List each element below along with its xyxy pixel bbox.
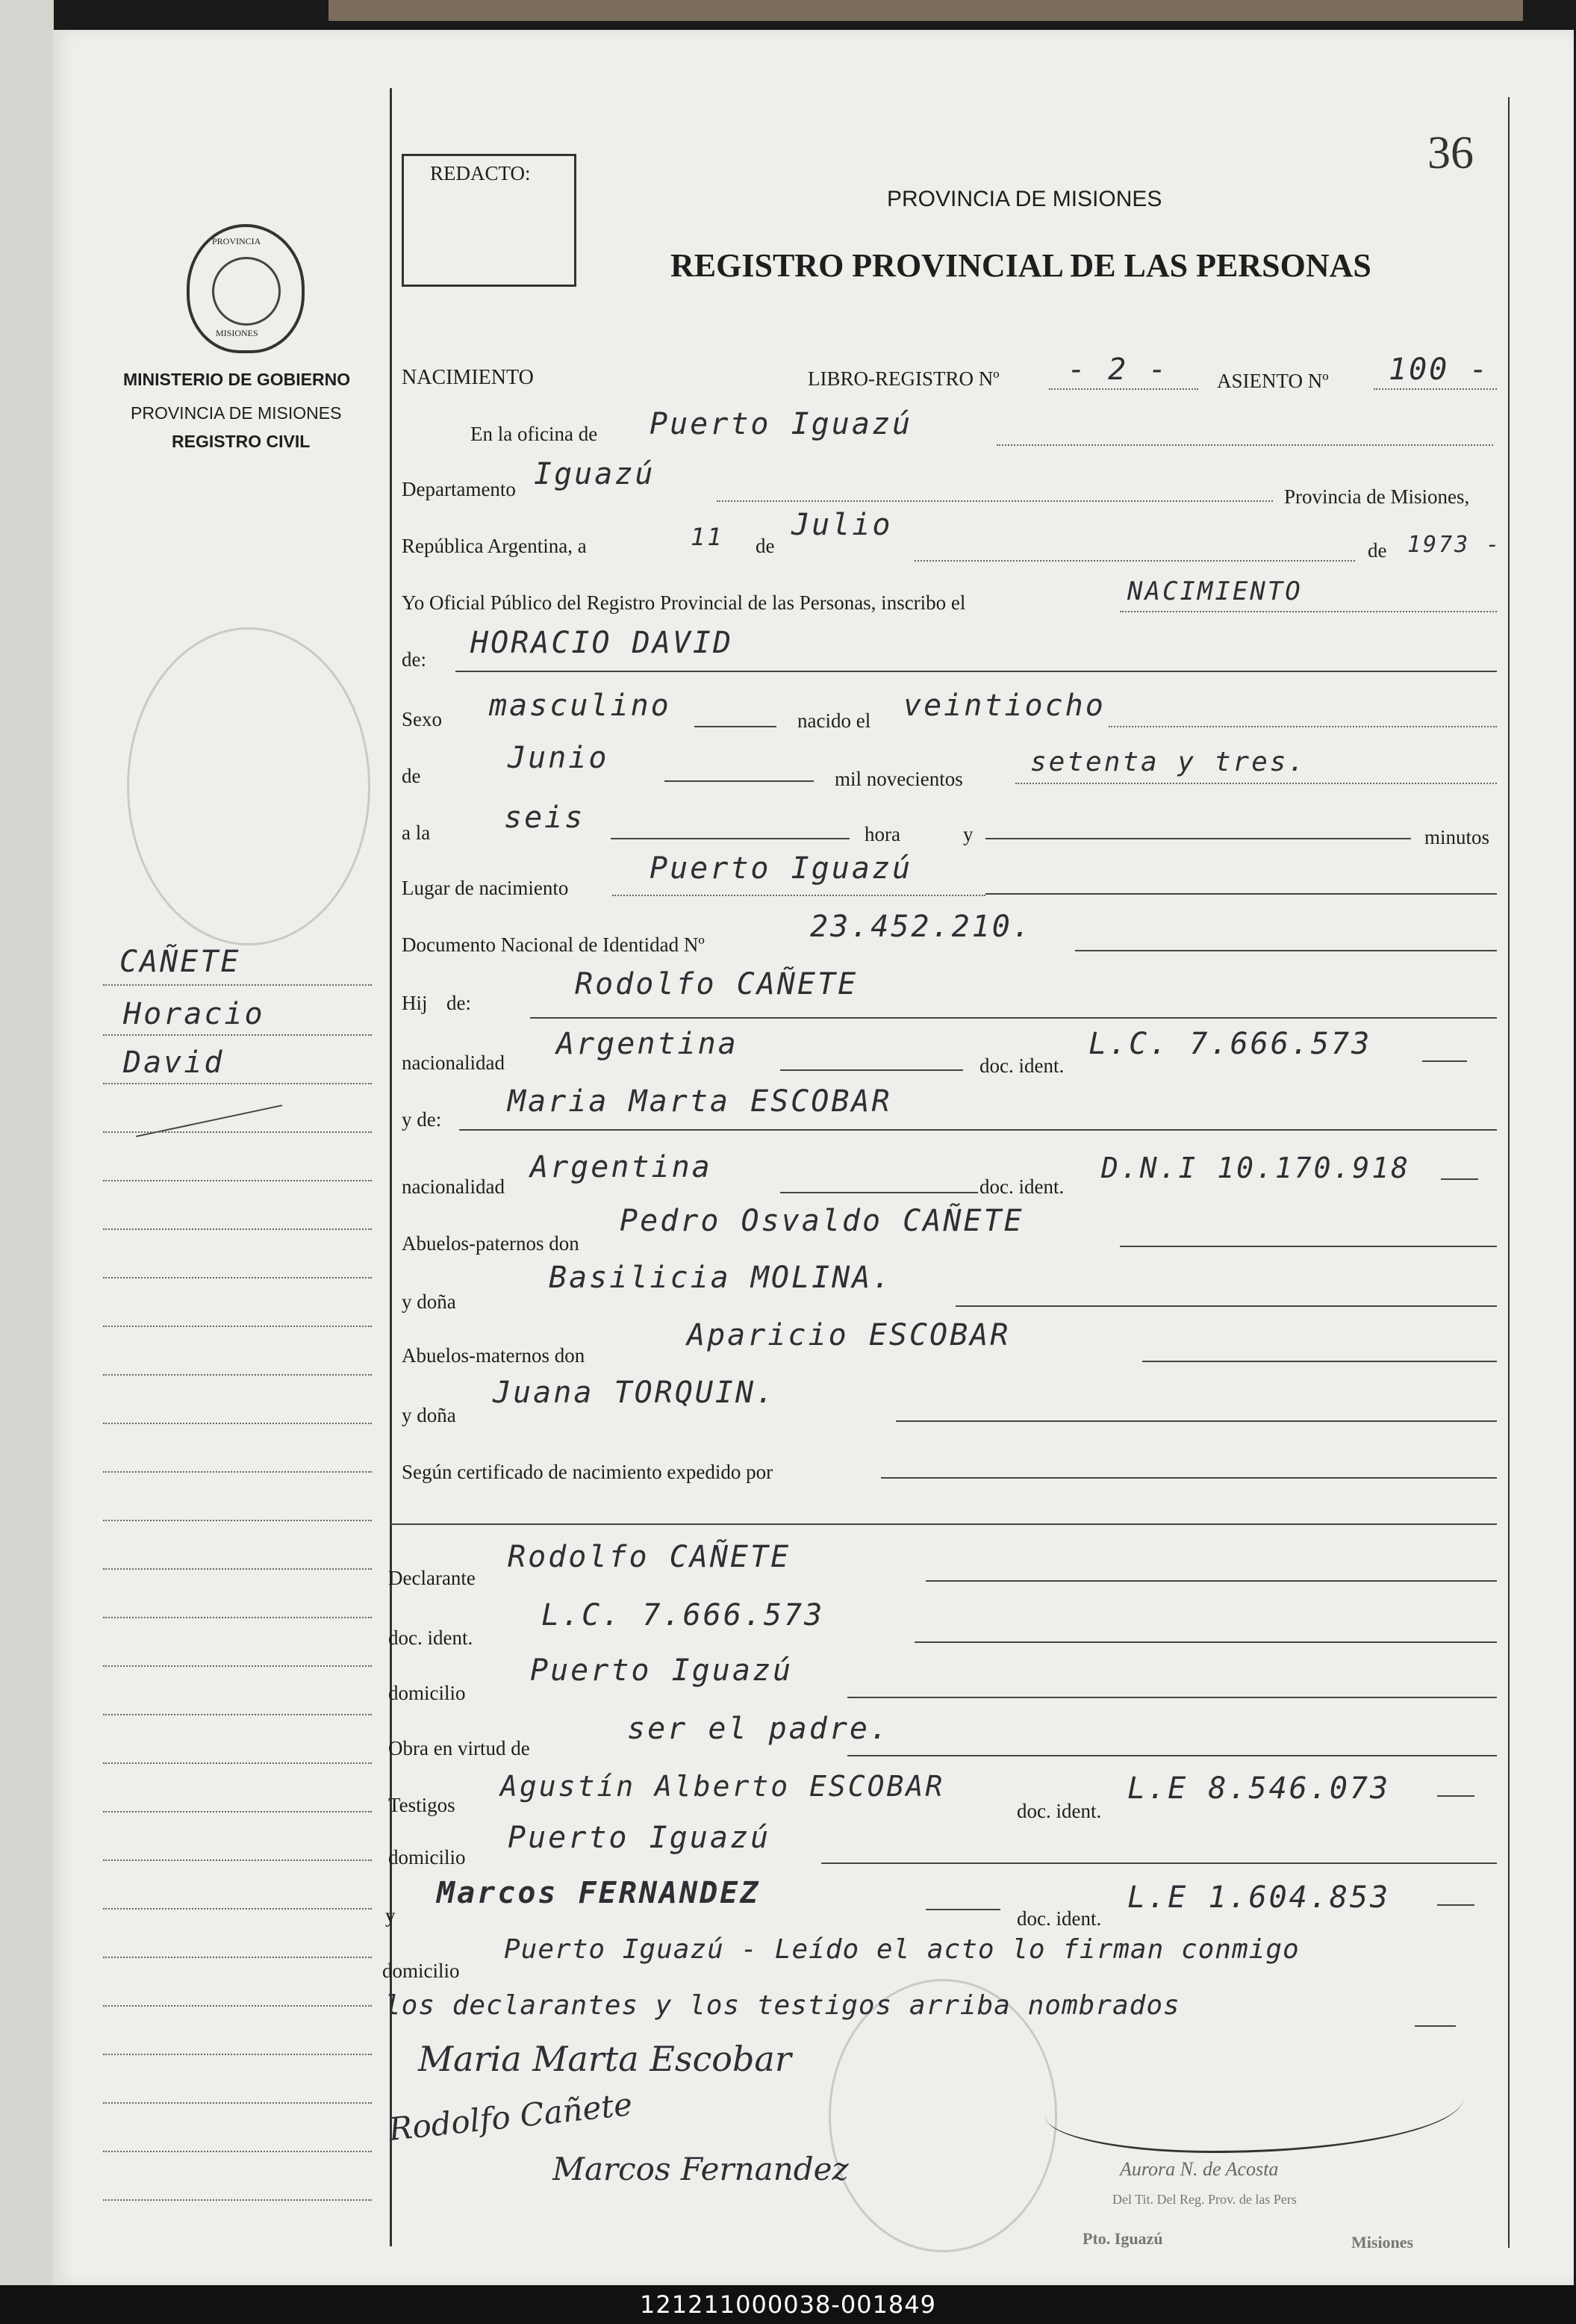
dni-value: 23.452.210. — [810, 910, 1033, 944]
lugar-label: Lugar de nacimiento — [402, 877, 569, 899]
asiento-label: ASIENTO Nº — [1217, 370, 1329, 392]
acto-value: NACIMIENTO — [1127, 577, 1303, 606]
margin-line — [103, 2005, 372, 2007]
dia-value: 11 — [691, 523, 724, 551]
testigo2-value: Marcos FERNANDEZ — [437, 1876, 761, 1910]
ministry-province: PROVINCIA DE MISIONES — [131, 403, 342, 423]
section-divider — [390, 1523, 1497, 1525]
seal-text-bottom: MISIONES — [216, 328, 258, 338]
dni-line — [1075, 950, 1497, 951]
obra-value: ser el padre. — [627, 1712, 891, 1746]
minutos-line — [985, 838, 1411, 839]
stamp-official-name: Aurora N. de Acosta — [1120, 2158, 1279, 2180]
lugar-line-a — [612, 895, 985, 896]
testigo1-value: Agustín Alberto ESCOBAR — [500, 1770, 945, 1803]
abuela-pat-line — [956, 1305, 1497, 1307]
oficina-line — [997, 444, 1493, 446]
hijo-de-label: de: — [446, 992, 471, 1014]
obra-label: Obra en virtud de — [388, 1737, 530, 1759]
domicilio-declarante-value: Puerto Iguazú — [530, 1653, 794, 1688]
domicilio-declarante-line — [847, 1697, 1497, 1698]
nac-padre-value: Argentina — [556, 1027, 738, 1061]
doc-declarante-value: L.C. 7.666.573 — [541, 1598, 825, 1632]
domicilio-testigo1-line — [821, 1862, 1497, 1864]
registry-heading: REGISTRO PROVINCIAL DE LAS PERSONAS — [670, 247, 1371, 284]
domicilio-testigo1-value: Puerto Iguazú — [508, 1821, 771, 1855]
domicilio-testigo2-value: Puerto Iguazú - Leído el acto lo firman conmigo — [504, 1934, 1300, 1965]
de-label: de — [756, 535, 775, 557]
mes-nac-line — [664, 780, 814, 782]
de-name-label: de: — [402, 648, 426, 671]
abuelo-mat-line — [1142, 1361, 1497, 1362]
continuacion-dash — [1415, 2025, 1456, 2027]
asiento-value: 100 - — [1389, 352, 1490, 387]
libro-line — [1049, 388, 1198, 390]
anio-de-label: de — [1368, 539, 1387, 562]
stamp-official-title: Del Tit. Del Reg. Prov. de las Pers — [1112, 2192, 1297, 2207]
doc-testigo2-label: doc. ident. — [1017, 1907, 1102, 1930]
faded-stamp-left — [127, 627, 370, 945]
lugar-value: Puerto Iguazú — [650, 851, 913, 886]
mil-label: mil novecientos — [835, 768, 963, 790]
abuela-mat-label: y doña — [402, 1404, 456, 1426]
signature-father: Rodolfo Cañete — [387, 2086, 635, 2148]
nac-madre-label: nacionalidad — [402, 1175, 505, 1198]
margin-line — [103, 1957, 372, 1958]
margin-note-surname: CAÑETE — [119, 945, 241, 979]
doc-testigo1-value: L.E 8.546.073 — [1127, 1771, 1391, 1806]
signature-mother: Maria Marta Escobar — [418, 2039, 791, 2079]
sexo-label: Sexo — [402, 708, 442, 730]
redacto-box — [402, 154, 576, 287]
segun-line — [881, 1477, 1497, 1479]
padre-value: Rodolfo CAÑETE — [575, 967, 859, 1001]
domicilio-testigo2-label: domicilio — [382, 1960, 460, 1982]
margin-line — [103, 1228, 372, 1230]
mes-nac-value: Junio — [508, 741, 609, 775]
libro-value: - 2 - — [1068, 352, 1169, 387]
doc-padre-dash — [1422, 1060, 1467, 1062]
sexo-line — [694, 726, 776, 727]
doc-declarante-label: doc. ident. — [388, 1627, 473, 1649]
margin-line — [103, 1762, 372, 1764]
page-number: 36 — [1427, 128, 1474, 178]
acto-line — [1120, 611, 1497, 612]
stamp-city: Pto. Iguazú — [1083, 2229, 1163, 2248]
obra-line — [847, 1755, 1497, 1756]
madre-value: Maria Marta ESCOBAR — [508, 1084, 892, 1119]
margin-line — [103, 2199, 372, 2201]
abuela-mat-line — [896, 1420, 1497, 1422]
segun-label: Según certificado de nacimiento expedido por — [402, 1461, 773, 1483]
margin-line — [103, 1180, 372, 1181]
republica-label: República Argentina, a — [402, 535, 587, 557]
margin-line — [103, 1034, 372, 1036]
yo-oficial-label: Yo Oficial Público del Registro Provincial de las Personas, inscribo el — [402, 591, 966, 614]
abuela-mat-value: Juana TORQUIN. — [493, 1376, 776, 1410]
continuacion-value: los declarantes y los testigos arriba nombrados — [384, 1990, 1180, 2021]
doc-padre-label: doc. ident. — [979, 1054, 1065, 1077]
abuela-pat-label: y doña — [402, 1290, 456, 1313]
doc-padre-value: L.C. 7.666.573 — [1088, 1027, 1372, 1061]
margin-line — [103, 1374, 372, 1376]
domicilio-testigo1-label: domicilio — [388, 1846, 466, 1868]
stamp-province: Misiones — [1351, 2233, 1414, 2252]
margin-line — [103, 984, 372, 986]
margin-line — [103, 1326, 372, 1327]
book-edge — [328, 0, 1523, 21]
nac-padre-line — [780, 1069, 963, 1071]
margin-line — [103, 1714, 372, 1715]
margin-line — [103, 1423, 372, 1424]
asiento-line — [1374, 388, 1497, 390]
ministry-registry: REGISTRO CIVIL — [172, 432, 311, 451]
image-id-footer: 121211000038-001849 — [0, 2285, 1576, 2324]
declarante-label: Declarante — [388, 1567, 476, 1589]
margin-line — [103, 1908, 372, 1910]
oficina-value: Puerto Iguazú — [650, 407, 913, 441]
hora-label: hora — [865, 823, 900, 845]
padre-line — [530, 1017, 1497, 1019]
sexo-value: masculino — [489, 689, 671, 723]
seal-inner-ring — [212, 257, 281, 326]
mes-line — [915, 560, 1355, 562]
redacto-label: REDACTO: — [430, 162, 531, 184]
madre-label: y de: — [402, 1108, 442, 1131]
signature-witness: Marcos Fernandez — [552, 2151, 849, 2187]
anio-value: 1973 - — [1407, 532, 1502, 558]
abuelo-pat-line — [1120, 1246, 1497, 1247]
province-heading: PROVINCIA DE MISIONES — [887, 187, 1162, 211]
nombre-line — [455, 671, 1497, 672]
book-binding — [0, 0, 54, 2285]
margin-line — [103, 1859, 372, 1861]
margin-line — [103, 1131, 372, 1133]
y-label: y — [963, 823, 974, 845]
record-type-label: NACIMIENTO — [402, 366, 534, 389]
anio-nac-value: setenta y tres. — [1030, 747, 1307, 777]
departamento-value: Iguazú — [534, 457, 655, 491]
doc-madre-dash — [1441, 1178, 1478, 1180]
minutos-label: minutos — [1424, 826, 1490, 848]
margin-line — [103, 1277, 372, 1278]
margin-line — [103, 1811, 372, 1812]
hora-value: seis — [504, 801, 585, 835]
margin-note-middle-name: David — [123, 1046, 225, 1080]
margin-line — [103, 1520, 372, 1521]
margin-line — [103, 1568, 372, 1570]
madre-line — [459, 1129, 1497, 1131]
nac-padre-label: nacionalidad — [402, 1051, 505, 1074]
testigo2-dash — [926, 1909, 1000, 1910]
margin-line — [103, 1617, 372, 1618]
nac-madre-value: Argentina — [530, 1150, 712, 1184]
lugar-line-b — [985, 893, 1497, 895]
domicilio-declarante-label: domicilio — [388, 1682, 466, 1704]
nacido-label: nacido el — [797, 709, 871, 732]
margin-line — [103, 2102, 372, 2104]
province-seal-icon — [187, 224, 305, 353]
oficina-label: En la oficina de — [470, 423, 598, 445]
doc-madre-label: doc. ident. — [979, 1175, 1065, 1198]
provincia-label: Provincia de Misiones, — [1284, 485, 1470, 508]
testigo2-y-label: y — [385, 1904, 396, 1927]
margin-line — [103, 1665, 372, 1667]
departamento-label: Departamento — [402, 478, 516, 500]
abuelo-pat-value: Pedro Osvaldo CAÑETE — [620, 1204, 1024, 1238]
doc-testigo1-label: doc. ident. — [1017, 1800, 1102, 1822]
departamento-line — [717, 500, 1273, 502]
hora-line — [611, 838, 850, 839]
a-la-label: a la — [402, 821, 431, 844]
margin-line — [103, 1083, 372, 1084]
declarante-line — [926, 1580, 1497, 1582]
libro-label: LIBRO-REGISTRO Nº — [808, 367, 1000, 390]
nacido-line — [1109, 726, 1497, 727]
ministry-name: MINISTERIO DE GOBIERNO — [123, 370, 351, 389]
right-column-rule — [1508, 97, 1510, 2248]
nac-madre-line — [780, 1192, 978, 1193]
nacido-value: veintiocho — [903, 689, 1106, 723]
seal-text-top: PROVINCIA — [212, 236, 261, 246]
doc-testigo2-dash — [1437, 1904, 1474, 1906]
doc-madre-value: D.N.I 10.170.918 — [1101, 1152, 1411, 1184]
margin-line — [103, 2054, 372, 2055]
hijo-label: Hij — [402, 992, 428, 1014]
nombre-value: HORACIO DAVID — [470, 626, 734, 660]
mes-value: Julio — [791, 508, 893, 542]
abuelo-mat-value: Aparicio ESCOBAR — [687, 1318, 1011, 1352]
testigos-label: Testigos — [388, 1794, 455, 1816]
margin-note-first-name: Horacio — [123, 997, 265, 1031]
doc-testigo2-value: L.E 1.604.853 — [1127, 1880, 1391, 1915]
abuelo-pat-label: Abuelos-paternos don — [402, 1232, 579, 1255]
doc-declarante-line — [915, 1641, 1497, 1643]
margin-line — [103, 1471, 372, 1473]
anio-nac-line — [1015, 783, 1497, 784]
margin-line — [103, 2151, 372, 2152]
mes-nac-de-label: de — [402, 765, 421, 787]
doc-testigo1-dash — [1437, 1795, 1474, 1797]
abuela-pat-value: Basilicia MOLINA. — [549, 1261, 893, 1295]
abuelo-mat-label: Abuelos-maternos don — [402, 1344, 585, 1367]
declarante-value: Rodolfo CAÑETE — [508, 1540, 791, 1574]
dni-label: Documento Nacional de Identidad Nº — [402, 933, 705, 956]
